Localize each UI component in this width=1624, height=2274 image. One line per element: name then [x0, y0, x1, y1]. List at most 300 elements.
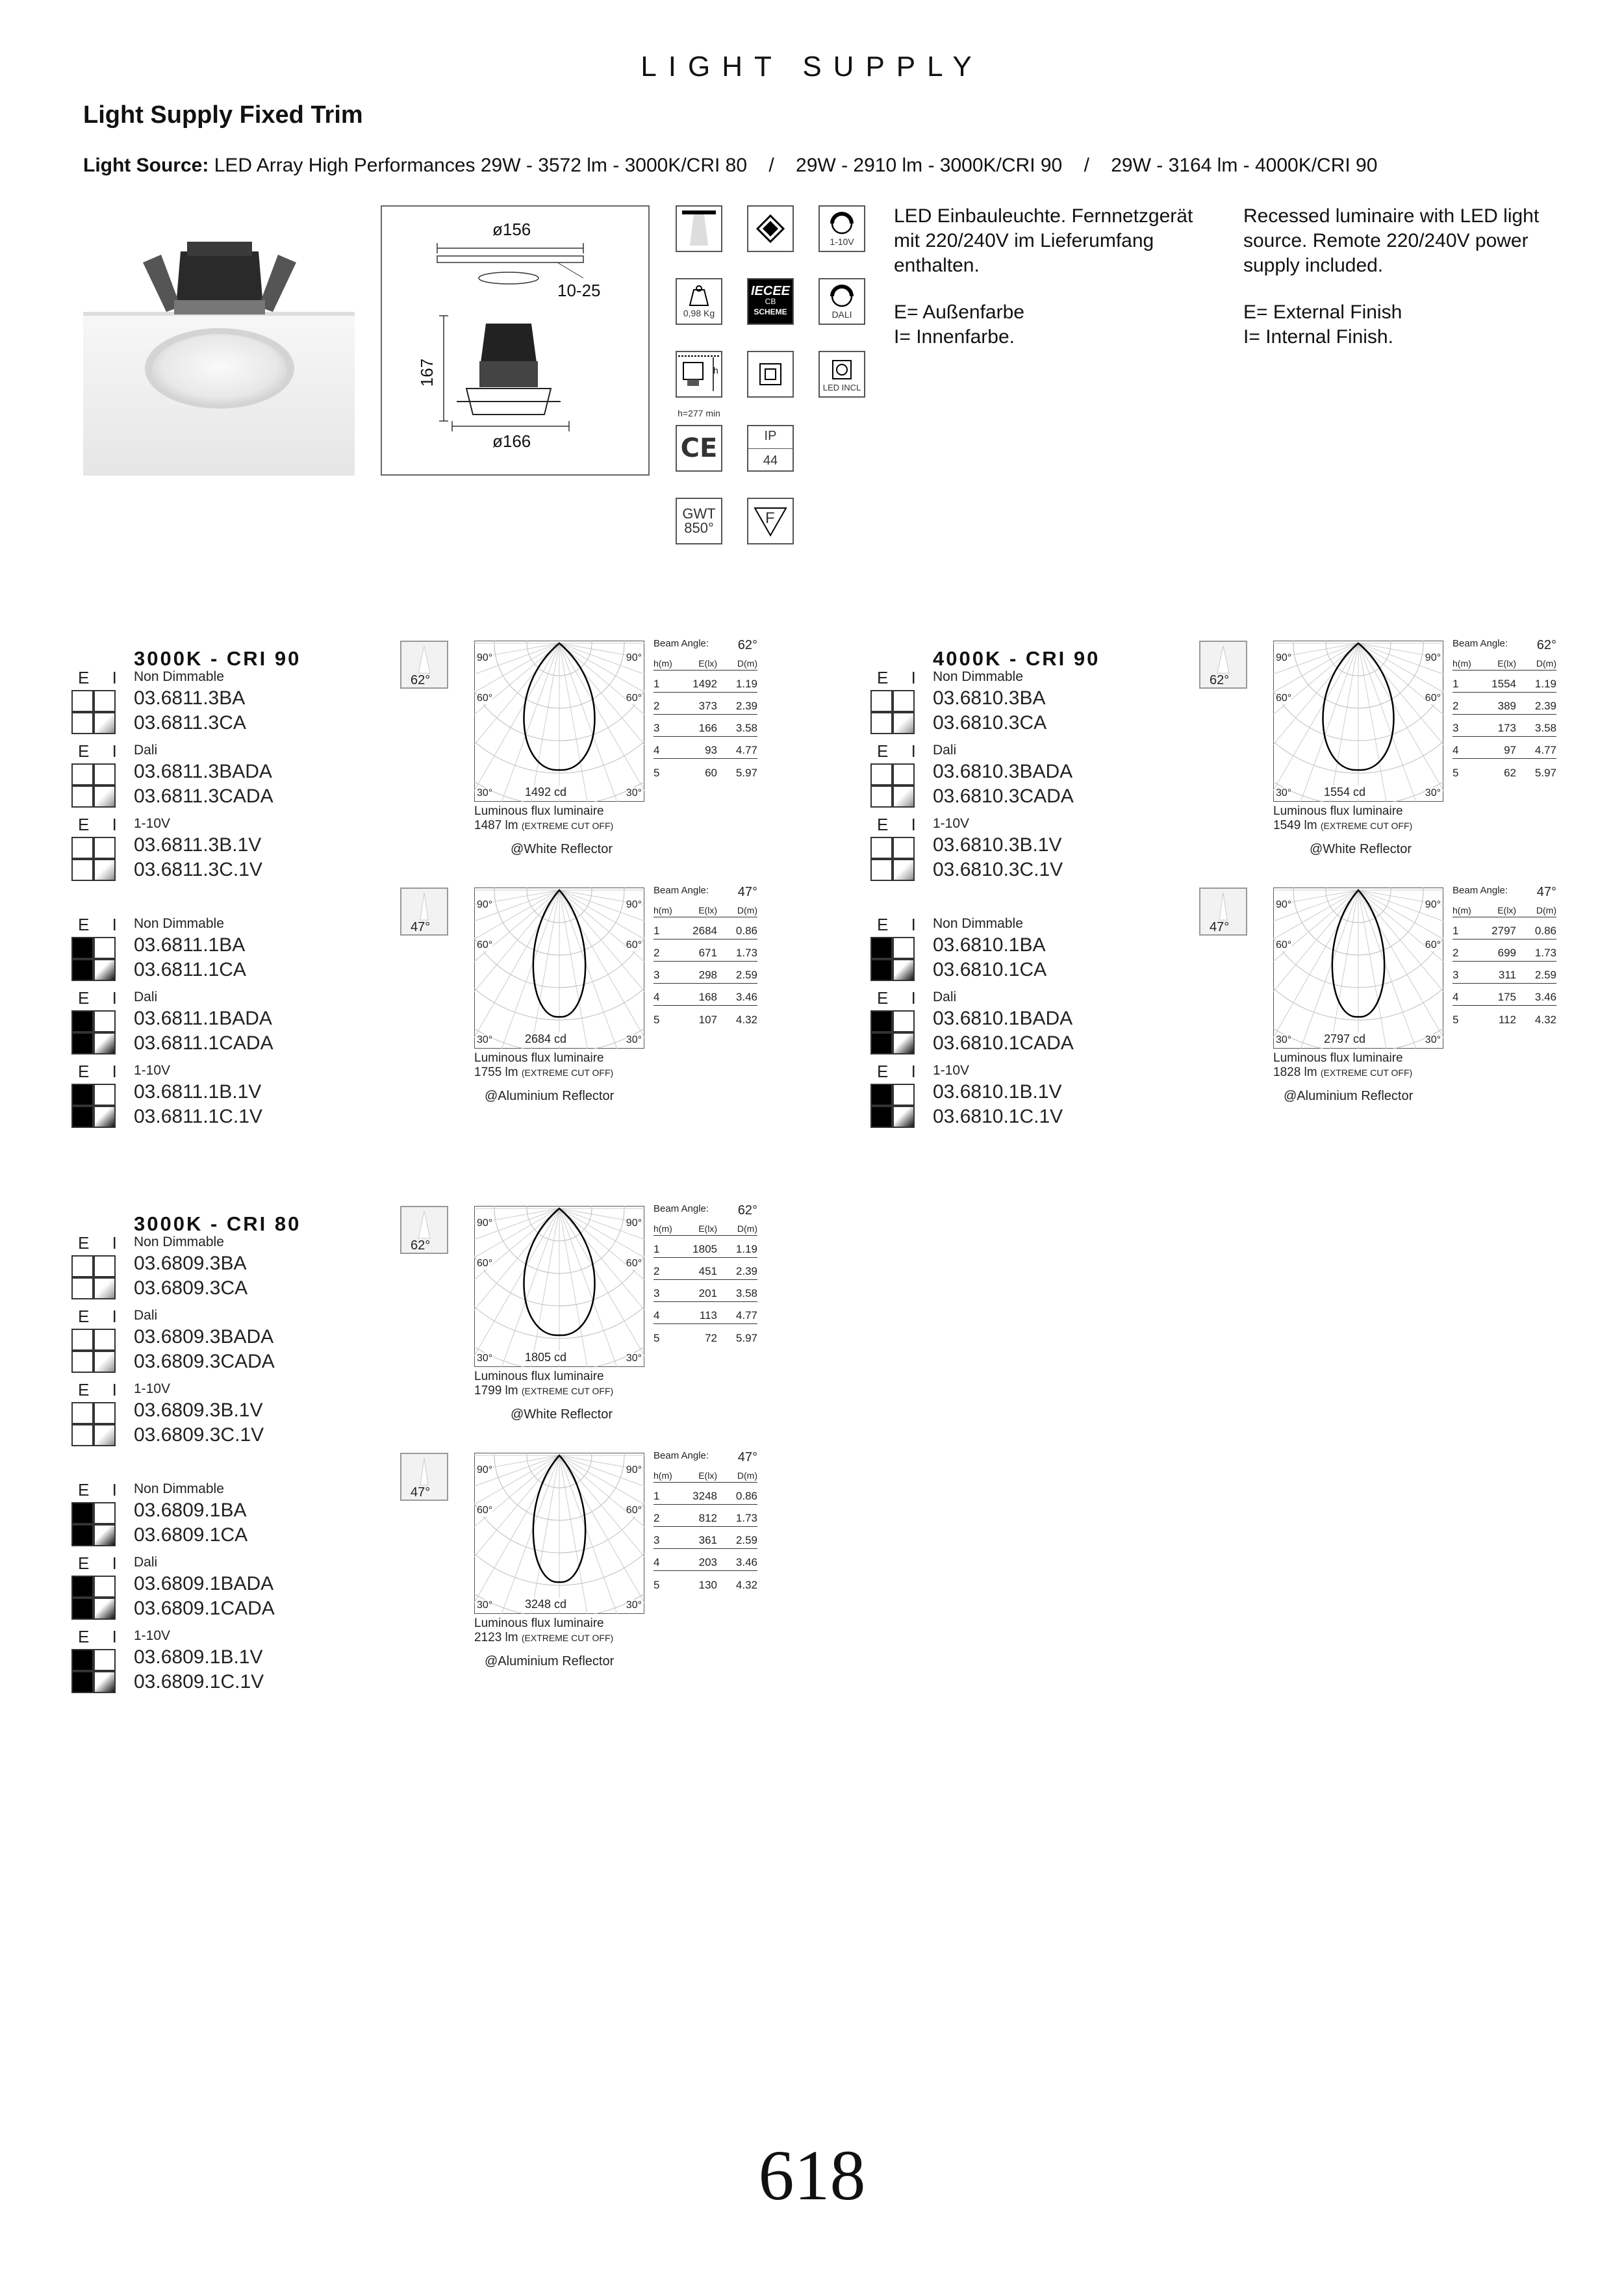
table-cell: 298 [698, 969, 717, 981]
polar-angle-90-left: 90° [477, 1218, 493, 1229]
polar-diagram [474, 1453, 644, 1614]
f-mark-letter: F [765, 509, 775, 527]
finish-swatch-square [893, 786, 915, 808]
table-cell: 2684 [692, 925, 717, 937]
table-row [1453, 984, 1556, 1006]
product-code[interactable]: 03.6811.1BA [134, 934, 246, 956]
polar-angle-30-right: 30° [1425, 1034, 1441, 1045]
beam-angle-label: Beam Angle: [1453, 638, 1508, 649]
product-code[interactable]: 03.6811.1CA [134, 959, 246, 980]
photometric-table [1453, 638, 1556, 781]
ei-header: E I [877, 1062, 925, 1081]
table-cell: 0.86 [735, 1490, 757, 1502]
dimming-type-label: Dali [134, 1555, 158, 1570]
table-cell: 2 [653, 1512, 660, 1524]
table-row [653, 984, 757, 1006]
polar-grid [474, 1206, 644, 1367]
table-header [1453, 905, 1556, 917]
table-cell: 168 [698, 991, 717, 1003]
dimension-bottom: ø166 [492, 431, 531, 451]
finish-swatch-square [94, 690, 116, 712]
f-mark-icon [747, 498, 794, 544]
luminous-flux-value-line [1273, 819, 1412, 833]
dimming-type-label: 1-10V [933, 1063, 970, 1078]
light-source-label: Light Source: [83, 155, 209, 176]
product-code[interactable]: 03.6811.1C.1V [134, 1106, 262, 1127]
photometric-table [653, 1450, 757, 1593]
table-cell: 2.39 [735, 1265, 757, 1277]
table-cell: 1492 [692, 678, 717, 690]
table-cell: 3 [653, 1287, 660, 1299]
table-row [653, 1324, 757, 1346]
column-header-h: h(m) [1453, 905, 1471, 915]
product-code[interactable]: 03.6809.1C.1V [134, 1671, 264, 1693]
table-cell: 2 [1453, 947, 1459, 959]
product-code[interactable]: 03.6811.3CADA [134, 786, 273, 807]
polar-angle-90-left: 90° [1276, 652, 1292, 663]
dimension-side: 10-25 [557, 281, 601, 300]
table-cell: 1 [653, 925, 660, 937]
table-cell: 1 [1453, 678, 1459, 690]
candela-value: 2684 cd [525, 1032, 567, 1045]
product-code[interactable]: 03.6809.1CA [134, 1524, 248, 1546]
table-cell: 2 [653, 947, 660, 959]
finish-swatch-square [94, 1576, 116, 1598]
product-code[interactable]: 03.6810.1BADA [933, 1008, 1073, 1029]
section-title: 3000K - CRI 80 [134, 1212, 301, 1235]
product-code[interactable]: 03.6810.3CA [933, 712, 1047, 734]
table-row [1453, 917, 1556, 939]
product-code[interactable]: 03.6811.3CA [134, 712, 246, 734]
dimmable-1-10v-icon [818, 205, 865, 252]
table-cell: 4.32 [1534, 1014, 1556, 1026]
finish-swatch-square [94, 1329, 116, 1351]
candela-value: 1492 cd [525, 786, 567, 798]
ei-header: E I [78, 915, 126, 934]
polar-angle-90-right: 90° [1425, 652, 1441, 663]
iecee-cb-scheme-icon [747, 278, 794, 325]
finish-swatch-square [893, 763, 915, 786]
table-cell: 2.39 [735, 700, 757, 712]
dimming-type-label: 1-10V [134, 816, 171, 831]
finish-swatch-square [94, 1032, 116, 1054]
beam-angle-label: Beam Angle: [653, 1450, 709, 1461]
polar-clip [474, 1206, 644, 1367]
table-cell: 4 [1453, 744, 1459, 756]
product-code[interactable]: 03.6809.1BA [134, 1500, 247, 1521]
table-cell: 1 [653, 678, 660, 690]
polar-angle-60-left: 60° [477, 939, 493, 951]
product-code[interactable]: 03.6811.3B.1V [134, 834, 262, 856]
product-section [71, 1203, 851, 1702]
finish-swatch-square [94, 1649, 116, 1671]
beam-angle-row [653, 1450, 757, 1465]
finish-swatch-square [71, 1576, 94, 1598]
product-code[interactable]: 03.6810.1BA [933, 934, 1046, 956]
beam-angle-number: 62° [737, 638, 757, 652]
polar-angle-30-left: 30° [477, 1600, 493, 1611]
beam-angle-label: Beam Angle: [1453, 885, 1508, 896]
polar-diagram [474, 888, 644, 1049]
cutoff-note: (EXTREME CUT OFF) [1320, 821, 1413, 831]
product-code[interactable]: 03.6809.3B.1V [134, 1399, 263, 1421]
column-header-e: E(lx) [698, 905, 717, 915]
polar-diagram [1273, 641, 1443, 802]
product-code[interactable]: 03.6810.1C.1V [933, 1106, 1063, 1127]
beam-angle-label: Beam Angle: [653, 1203, 709, 1214]
table-cell: 107 [698, 1014, 717, 1026]
finish-swatch-square [870, 690, 893, 712]
table-cell: 201 [698, 1287, 717, 1299]
polar-angle-90-left: 90° [477, 652, 493, 663]
finish-swatch-square [870, 786, 893, 808]
polar-angle-60-right: 60° [626, 1505, 642, 1516]
dimming-type-label: Non Dimmable [933, 669, 1023, 684]
table-row [653, 1302, 757, 1324]
product-code[interactable]: 03.6811.3BA [134, 687, 246, 709]
dimming-type-label: Dali [134, 743, 158, 758]
product-code[interactable]: 03.6809.1B.1V [134, 1646, 263, 1668]
product-code[interactable]: 03.6811.1BADA [134, 1008, 272, 1029]
table-row [653, 1006, 757, 1028]
ei-header: E I [877, 915, 925, 934]
glow-wire-icon [676, 498, 722, 544]
product-code[interactable]: 03.6809.1BADA [134, 1573, 274, 1594]
product-code[interactable]: 03.6810.3B.1V [933, 834, 1062, 856]
table-cell: 1554 [1491, 678, 1516, 690]
table-row [1453, 737, 1556, 759]
column-header-e: E(lx) [1497, 658, 1516, 669]
photometric-table [653, 1203, 757, 1346]
finish-swatch-square [71, 1255, 94, 1277]
luminous-flux-text [474, 804, 613, 833]
finish-swatch-square [71, 1502, 94, 1524]
beam-angle-value: 62° [1210, 673, 1230, 687]
beam-angle-label: Beam Angle: [653, 885, 709, 896]
ei-header: E I [78, 668, 126, 687]
table-cell: 4 [653, 1309, 660, 1322]
table-cell: 373 [698, 700, 717, 712]
table-cell: 5.97 [1534, 767, 1556, 779]
beam-angle-number: 62° [737, 1203, 757, 1218]
polar-clip [474, 1453, 644, 1614]
ei-header: E I [78, 815, 126, 834]
finish-swatch-square [94, 1351, 116, 1373]
product-code[interactable]: 03.6811.3BADA [134, 761, 272, 782]
product-code[interactable]: 03.6811.3C.1V [134, 859, 262, 880]
column-header-e: E(lx) [698, 658, 717, 669]
installation-h-letter: h [713, 365, 718, 376]
ei-header: E I [877, 741, 925, 761]
polar-angle-30-left: 30° [1276, 1034, 1292, 1045]
cutoff-note: (EXTREME CUT OFF) [521, 821, 614, 831]
finish-swatch-square [71, 1649, 94, 1671]
reflector-label: @Aluminium Reflector [485, 1089, 615, 1103]
finish-swatch-square [893, 690, 915, 712]
polar-angle-30-right: 30° [626, 1353, 642, 1364]
polar-angle-60-right: 60° [626, 693, 642, 704]
table-cell: 2797 [1491, 925, 1516, 937]
finish-swatch-square [870, 1106, 893, 1128]
table-row [1453, 693, 1556, 715]
table-row [653, 693, 757, 715]
product-code[interactable]: 03.6811.1CADA [134, 1032, 273, 1054]
table-cell: 130 [698, 1579, 717, 1591]
table-cell: 4.77 [1534, 744, 1556, 756]
polar-clip [1273, 888, 1443, 1049]
finish-swatch-square [893, 937, 915, 959]
luminous-flux-value-line [474, 819, 613, 833]
finish-swatch-square [71, 1402, 94, 1424]
table-cell: 3.46 [735, 991, 757, 1003]
product-code[interactable]: 03.6809.3CA [134, 1277, 248, 1299]
table-cell: 173 [1497, 722, 1516, 734]
table-cell: 93 [705, 744, 717, 756]
table-header [653, 905, 757, 917]
luminous-flux-label: Luminous flux luminaire [474, 1616, 604, 1630]
table-cell: 1.19 [735, 1243, 757, 1255]
finish-swatch-square [893, 859, 915, 881]
table-cell: 1.73 [1534, 947, 1556, 959]
finish-swatch-square [893, 837, 915, 859]
table-cell: 389 [1497, 700, 1516, 712]
polar-angle-60-right: 60° [626, 939, 642, 951]
column-header-d: D(m) [737, 658, 757, 669]
luminous-flux-text [1273, 804, 1412, 833]
description-english [1243, 204, 1568, 350]
polar-angle-30-left: 30° [477, 1034, 493, 1045]
table-cell: 451 [698, 1265, 717, 1277]
table-cell: 3248 [692, 1490, 717, 1502]
column-header-d: D(m) [1536, 658, 1556, 669]
table-row [653, 737, 757, 759]
scheme-text: SCHEME [754, 307, 787, 316]
table-cell: 97 [1504, 744, 1516, 756]
table-cell: 2.59 [1534, 969, 1556, 981]
table-row [653, 939, 757, 962]
polar-angle-30-left: 30° [477, 787, 493, 798]
dimming-label: 1-10V [830, 236, 854, 247]
column-header-e: E(lx) [698, 1470, 717, 1481]
beam-angle-value: 62° [411, 673, 431, 687]
dimming-type-label: Dali [134, 1308, 158, 1323]
table-row [653, 1483, 757, 1505]
table-cell: 5 [1453, 1014, 1459, 1026]
column-header-h: h(m) [653, 658, 672, 669]
beam-angle-number: 47° [1536, 885, 1556, 899]
table-cell: 361 [698, 1534, 717, 1546]
polar-angle-90-right: 90° [1425, 899, 1441, 910]
luminous-flux-label: Luminous flux luminaire [1273, 1051, 1403, 1065]
table-row [653, 1280, 757, 1302]
polar-grid [474, 888, 644, 1049]
finish-swatch-square [870, 837, 893, 859]
table-cell: 3 [653, 969, 660, 981]
table-cell: 62 [1504, 767, 1516, 779]
finish-swatch-square [893, 712, 915, 734]
table-row [653, 1258, 757, 1280]
ei-header: E I [78, 1062, 126, 1081]
finish-swatch-square [870, 763, 893, 786]
product-code[interactable]: 03.6810.1CADA [933, 1032, 1074, 1054]
photometric-table [653, 638, 757, 781]
polar-angle-90-right: 90° [626, 899, 642, 910]
beam-angle-row [653, 1203, 757, 1218]
finish-swatch-square [71, 1010, 94, 1032]
product-code[interactable]: 03.6809.3BA [134, 1253, 247, 1274]
table-cell: 5 [653, 767, 660, 779]
reflector-label: @Aluminium Reflector [1284, 1089, 1414, 1103]
table-cell: 5 [653, 1332, 660, 1344]
polar-angle-30-right: 30° [1425, 787, 1441, 798]
table-cell: 1 [653, 1243, 660, 1255]
product-code[interactable]: 03.6809.3CADA [134, 1351, 275, 1372]
table-row [1453, 1006, 1556, 1028]
polar-grid [474, 641, 644, 802]
table-row [1453, 671, 1556, 693]
weight-label: 0,98 Kg [683, 308, 715, 318]
luminous-flux-value-line [474, 1066, 613, 1080]
table-cell: 311 [1498, 969, 1516, 981]
column-header-h: h(m) [653, 905, 672, 915]
table-row [653, 715, 757, 737]
ip-value: 44 [763, 453, 778, 468]
luminous-flux-value: 1487 lm [474, 819, 518, 832]
table-cell: 0.86 [735, 925, 757, 937]
table-header [653, 658, 757, 671]
luminous-flux-value-line [474, 1384, 613, 1398]
table-cell: 671 [698, 947, 717, 959]
table-cell: 5.97 [735, 1332, 757, 1344]
column-header-h: h(m) [653, 1470, 672, 1481]
ei-header: E I [877, 988, 925, 1008]
product-code[interactable]: 03.6810.3C.1V [933, 859, 1063, 880]
finish-swatch-square [94, 1106, 116, 1128]
product-code[interactable]: 03.6810.1CA [933, 959, 1047, 980]
finish-i-english: I= Internal Finish. [1243, 326, 1393, 348]
product-code[interactable]: 03.6810.3BA [933, 687, 1046, 709]
candela-value: 3248 cd [525, 1598, 567, 1611]
finish-swatch-square [94, 959, 116, 981]
ei-header: E I [78, 988, 126, 1008]
finish-swatch-square [94, 1010, 116, 1032]
finish-swatch-square [870, 959, 893, 981]
column-header-h: h(m) [653, 1223, 672, 1234]
product-code[interactable]: 03.6809.3BADA [134, 1326, 274, 1348]
ce-mark-icon: CE [676, 425, 722, 472]
cutoff-note: (EXTREME CUT OFF) [1320, 1067, 1413, 1078]
column-header-e: E(lx) [698, 1223, 717, 1234]
polar-angle-90-left: 90° [477, 1464, 493, 1476]
product-code[interactable]: 03.6810.3CADA [933, 786, 1074, 807]
finish-swatch-square [870, 712, 893, 734]
finish-swatch-square [71, 1524, 94, 1546]
table-cell: 1805 [692, 1243, 717, 1255]
page-title: LIGHT SUPPLY [641, 51, 983, 83]
ei-header: E I [78, 1380, 126, 1399]
table-cell: 3.46 [735, 1556, 757, 1568]
reflector-label: @White Reflector [511, 1407, 613, 1422]
finish-swatch-square [71, 1598, 94, 1620]
finish-swatch-square [94, 1255, 116, 1277]
ei-header: E I [877, 668, 925, 687]
table-cell: 1.73 [735, 947, 757, 959]
section-title: 3000K - CRI 90 [134, 647, 301, 670]
beam-angle-row [653, 885, 757, 900]
polar-grid [1273, 641, 1443, 802]
table-cell: 60 [705, 767, 717, 779]
table-cell: 812 [698, 1512, 717, 1524]
table-row [653, 1527, 757, 1549]
iecee-text: IECEE [750, 284, 791, 298]
polar-angle-90-right: 90° [626, 652, 642, 663]
table-row [1453, 962, 1556, 984]
product-code[interactable]: 03.6810.3BADA [933, 761, 1073, 782]
finish-swatch-square [71, 786, 94, 808]
table-cell: 2 [1453, 700, 1459, 712]
column-header-h: h(m) [1453, 658, 1471, 669]
finish-swatch-square [71, 837, 94, 859]
table-cell: 166 [698, 722, 717, 734]
gwt-value: 850° [684, 520, 714, 536]
polar-diagram [474, 1206, 644, 1367]
table-header [653, 1223, 757, 1236]
luminous-flux-text [474, 1616, 613, 1645]
product-code[interactable]: 03.6809.3C.1V [134, 1424, 264, 1446]
table-row [1453, 759, 1556, 781]
finish-swatch-square [94, 837, 116, 859]
finish-swatch-square [94, 859, 116, 881]
ip-label: IP [764, 428, 777, 443]
polar-grid [474, 1453, 644, 1614]
product-code[interactable]: 03.6810.1B.1V [933, 1081, 1062, 1103]
product-code[interactable]: 03.6809.1CADA [134, 1598, 275, 1619]
column-header-d: D(m) [737, 1470, 757, 1481]
finish-swatch-square [870, 859, 893, 881]
table-cell: 2.59 [735, 1534, 757, 1546]
candela-value: 1805 cd [525, 1351, 567, 1364]
table-cell: 2 [653, 1265, 660, 1277]
luminous-flux-label: Luminous flux luminaire [474, 1370, 604, 1383]
description-german-text: LED Einbauleuchte. Fernnetzgerät mit 220/240V im Lieferumfang enthalten. [894, 205, 1193, 276]
product-code[interactable]: 03.6811.1B.1V [134, 1081, 262, 1103]
reflector-label: @Aluminium Reflector [485, 1654, 615, 1668]
polar-angle-90-left: 90° [1276, 899, 1292, 910]
reflector-label: @White Reflector [511, 842, 613, 856]
table-cell: 5.97 [735, 767, 757, 779]
cutoff-note: (EXTREME CUT OFF) [521, 1633, 614, 1643]
finish-swatch-square [71, 1671, 94, 1693]
table-cell: 175 [1497, 991, 1516, 1003]
beam-angle-value: 62° [411, 1238, 431, 1253]
finish-swatch-square [71, 937, 94, 959]
polar-clip [474, 888, 644, 1049]
reflector-label: @White Reflector [1310, 842, 1412, 856]
table-row [653, 1236, 757, 1258]
column-header-d: D(m) [737, 905, 757, 915]
ei-header: E I [78, 1553, 126, 1573]
beam-angle-row [1453, 885, 1556, 900]
table-cell: 113 [699, 1309, 717, 1322]
table-cell: 3 [653, 722, 660, 734]
dimming-type-label: Dali [933, 990, 957, 1004]
finish-swatch-square [94, 763, 116, 786]
luminous-flux-value-line [474, 1631, 613, 1645]
beam-angle-number: 62° [1536, 638, 1556, 652]
photometric-table [653, 885, 757, 1028]
table-cell: 4 [653, 744, 660, 756]
finish-swatch-square [893, 1010, 915, 1032]
